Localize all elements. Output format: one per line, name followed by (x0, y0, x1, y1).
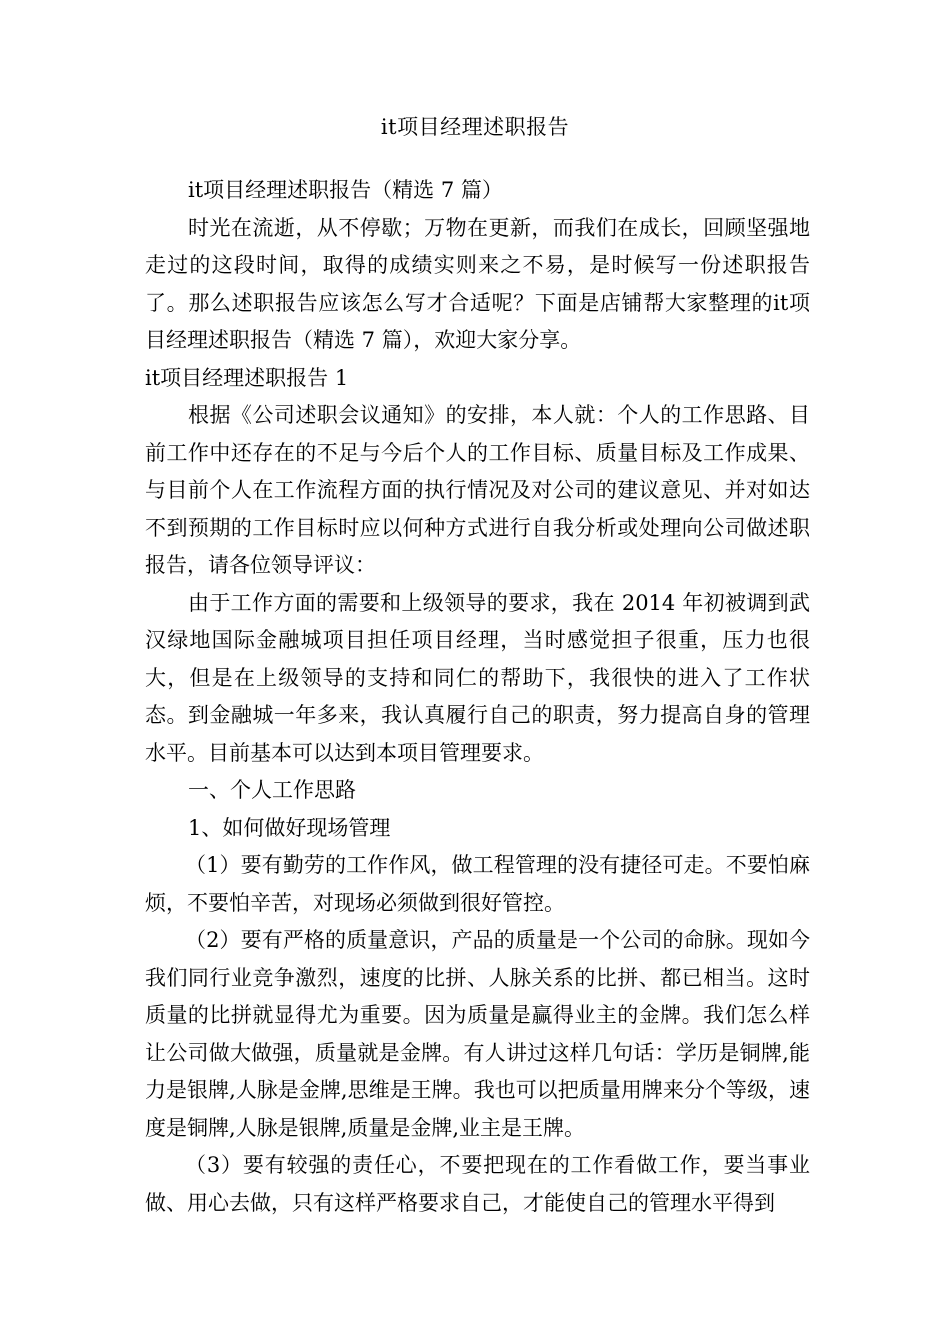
subheading-paragraph: 1、如何做好现场管理 (188, 815, 391, 840)
list-item-paragraph: （1）要有勤劳的工作作风，做工程管理的没有捷径可走。不要怕麻烦，不要怕辛苦，对现场必须做到很好管控。 (145, 853, 810, 915)
document-body (145, 172, 810, 1222)
document-title: it项目经理述职报告 (380, 115, 570, 139)
list-item-paragraph: （3）要有较强的责任心，不要把现在的工作看做工作，要当事业做、用心去做，只有这样严格要求自己，才能使自己的管理水平得到 (145, 1153, 810, 1215)
list-item-paragraph: （2）要有严格的质量意识，产品的质量是一个公司的命脉。现如今我们同行业竞争激烈，速度的比拼、人脉关系的比拼、都已相当。这时质量的比拼就显得尤为重要。因为质量是赢得业主的金牌。我们怎么样让公司做大做强，质量就是金牌。有人讲过这样几句话：学历是铜牌,能力是银牌,人脉是金牌,思维是王牌。我也可以把质量用牌来分个等级，速度是铜牌,人脉是银牌,质量是金牌,业主是王牌。 (145, 928, 810, 1140)
body-paragraph: 由于工作方面的需要和上级领导的要求，我在 2014 年初被调到武汉绿地国际金融城项目担任项目经理，当时感觉担子很重，压力也很大，但是在上级领导的支持和同仁的帮助下，我很快的进入了工作状态。到金融城一年多来，我认真履行自己的职责，努力提高自身的管理水平。目前基本可以达到本项目管理要求。 (145, 590, 810, 765)
section-heading: it项目经理述职报告 1 (145, 365, 349, 390)
subheading-paragraph: 一、个人工作思路 (188, 778, 356, 802)
subtitle-paragraph: it项目经理述职报告（精选 7 篇） (188, 178, 503, 202)
intro-paragraph: 时光在流逝，从不停歇；万物在更新，而我们在成长，回顾坚强地走过的这段时间，取得的成绩实则来之不易，是时候写一份述职报告了。那么述职报告应该怎么写才合适呢？下面是店铺帮大家整理的it项目经理述职报告（精选 7 篇），欢迎大家分享。 (145, 215, 810, 352)
body-paragraph: 根据《公司述职会议通知》的安排，本人就：个人的工作思路、目前工作中还存在的不足与今后个人的工作目标、质量目标及工作成果、与目前个人在工作流程方面的执行情况及对公司的建议意见、并对如达不到预期的工作目标时应以何种方式进行自我分析或处理向公司做述职报告，请各位领导评议： (145, 403, 810, 577)
